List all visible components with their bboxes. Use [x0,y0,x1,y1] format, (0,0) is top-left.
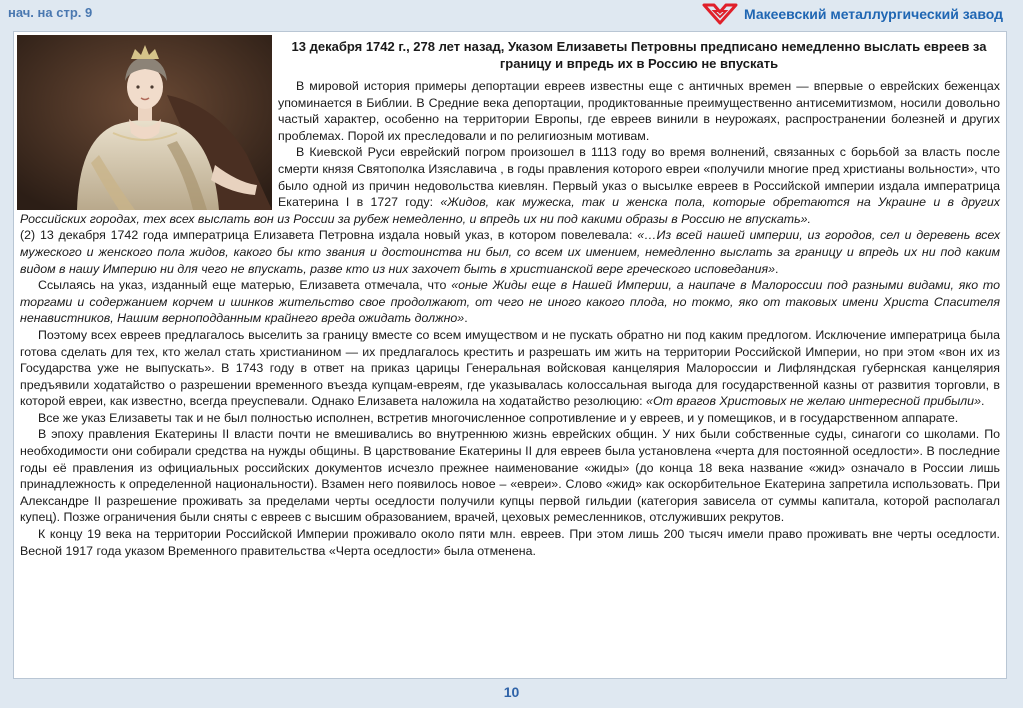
paragraph-6: Все же указ Елизаветы так и не был полностью исполнен, встретив многочисленное сопротивление и у евреев, и у помещиков, и в государственном аппарате. [38,410,959,425]
company-logo-icon [702,2,738,26]
paragraph-4-end: . [464,311,468,326]
paragraph-7: В эпоху правления Екатерины II власти почти не вмешивались во внутреннюю жизнь еврейских общин. У них были собственные суды, синагоги со школами. По необходимости они собирали средства на нужды общины. В царствование Екатерины II для евреев была установлена «черта для постоянной оседлости». В последние годы её правления из официальных российских документов исчезло прежнее наименование «жиды» (до конца 18 века название «жид» означало в России лишь принадлежность к определенной национальности). Взамен него появилось новое – «евреи». Слово «жид» как оскорбительное Екатерина запретила использовать. При Александре II разрешение проживать за пределами черты оседлости получили купцы первой гильдии (категория зависела от суммы капитала, которой располагал купец). Позже ограничения были сняты с евреев с высшим образованием, врачей, цеховых ремесленников, отслуживших рекрутов. [20,427,1000,525]
paragraph-2-text: В Киевской Руси еврейский погром произошел в 1113 году во время волнений, связанных с борьбой за власть после смерти князя Святополка Изяславича , в годы правления которого евреи «получили многие пред христианы вольности», что было одной из причин недовольства киевлян. Первый указ о высылке евреев в Российской империи издала императрица Екатерина I в 1727 году: [278,145,1000,210]
page-footer [0,684,1023,702]
paragraph-8: К концу 19 века на территории Российской Империи проживало около пяти млн. евреев. При этом лишь 200 тысяч имели право проживать вне черты оседлости. Весной 1917 года указом Временного правительства «Черта оседлости» была отменена. [20,527,1000,558]
paragraph-5-text: Поэтому всех евреев предлагалось выселить за границу вместе со всем имуществом и не пускать обратно ни под каким предлогом. Исключение императрица была готова сделать для тех, кто желал стать христианином — их предлагалось крестить и разрешать им жить на территории Российской Империи, но при этом «вон их из Государства уже не выпускать». В 1743 году в ответ на приказ царицы Генеральная войсковая канцелярия Малороссии и Лифляндская губернская канцелярия предъявили ходатайство о разрешении временного въезда купцам-евреям, где указывалась колоссальная выгода для государственной казны от развития торговли, в которой евреи, как известно, всегда преуспевали. Однако Елизавета наложила на ходатайство резолюцию: [20,327,1000,409]
paragraph-4 [20,277,1000,327]
article-page [13,31,1007,679]
back-page-link[interactable]: нач. на стр. 9 [8,5,93,20]
paragraph-3-text: (2) 13 декабря 1742 года императрица Елизавета Петровна издала новый указ, в котором повелевала: [20,228,638,243]
brand-name: Макеевский металлургический завод [743,6,1003,22]
paragraph-3-quote: «…Из всей нашей империи, из городов, сел и деревень всех мужеского и женского пола жидов, какого бы кто звания и достоинства ни был, со всем их имением, немедленно выслать за границу и впредь их ни под каким видом в нашу Империю ни для чего не впускать, разве кто из них захочет быть в христианской вере греческого исповедания» [20,228,1001,276]
paragraph-3 [20,227,1000,277]
paragraph-2-quote: «Жидов, как мужеска, так и женска пола, которые обретаются на Украине и в других Российских городах, тех всех выслать вон из России за рубеж немедленно, и впредь их ни под какими образы в Россию не впускать». [20,195,1000,226]
article-title: 13 декабря 1742 г., 278 лет назад, Указом Елизаветы Петровны предписано немедленно выслать евреев за границу и впредь их в Россию не впускать [291,39,987,71]
article-body [20,38,1000,559]
paragraph-3-end: . [774,261,779,276]
brand [702,2,1003,26]
paragraph-5 [20,327,1000,410]
paragraph-1: В мировой история примеры депортации евреев известны еще с античных времен — впервые о еврейских беженцах упоминается в Библии. В Средние века депортации, продиктованные преимущественно антисемитизмом, носили довольно частый характер, особенно на территории Европы, где евреев винили в неурожаях, распространении болезней и других проблемах. Порой их преследовали и по религиозным мотивам. [278,79,1000,143]
top-bar [0,0,1023,34]
paragraph-4-text: Ссылаясь на указ, изданный еще матерью, Елизавета отмечала, что [38,278,452,293]
page-number: 10 [503,684,520,700]
paragraph-4-quote: «оные Жиды еще в Нашей Империи, а наипаче в Малороссии под разными видами, яко то торгами и содержанием корчем и шинков жительство свое продолжают, от чего не иного какого плода, но токмо, яко от таковых имени Христа Спасителя ненавистников, Нашим верноподданным крайнего вреда ожидать должно» [20,278,1001,326]
paragraph-5-quote: «От врагов Христовых не желаю интересной прибыли» [646,394,981,409]
image-spacer [20,38,278,208]
paragraph-5-end: . [980,394,985,409]
